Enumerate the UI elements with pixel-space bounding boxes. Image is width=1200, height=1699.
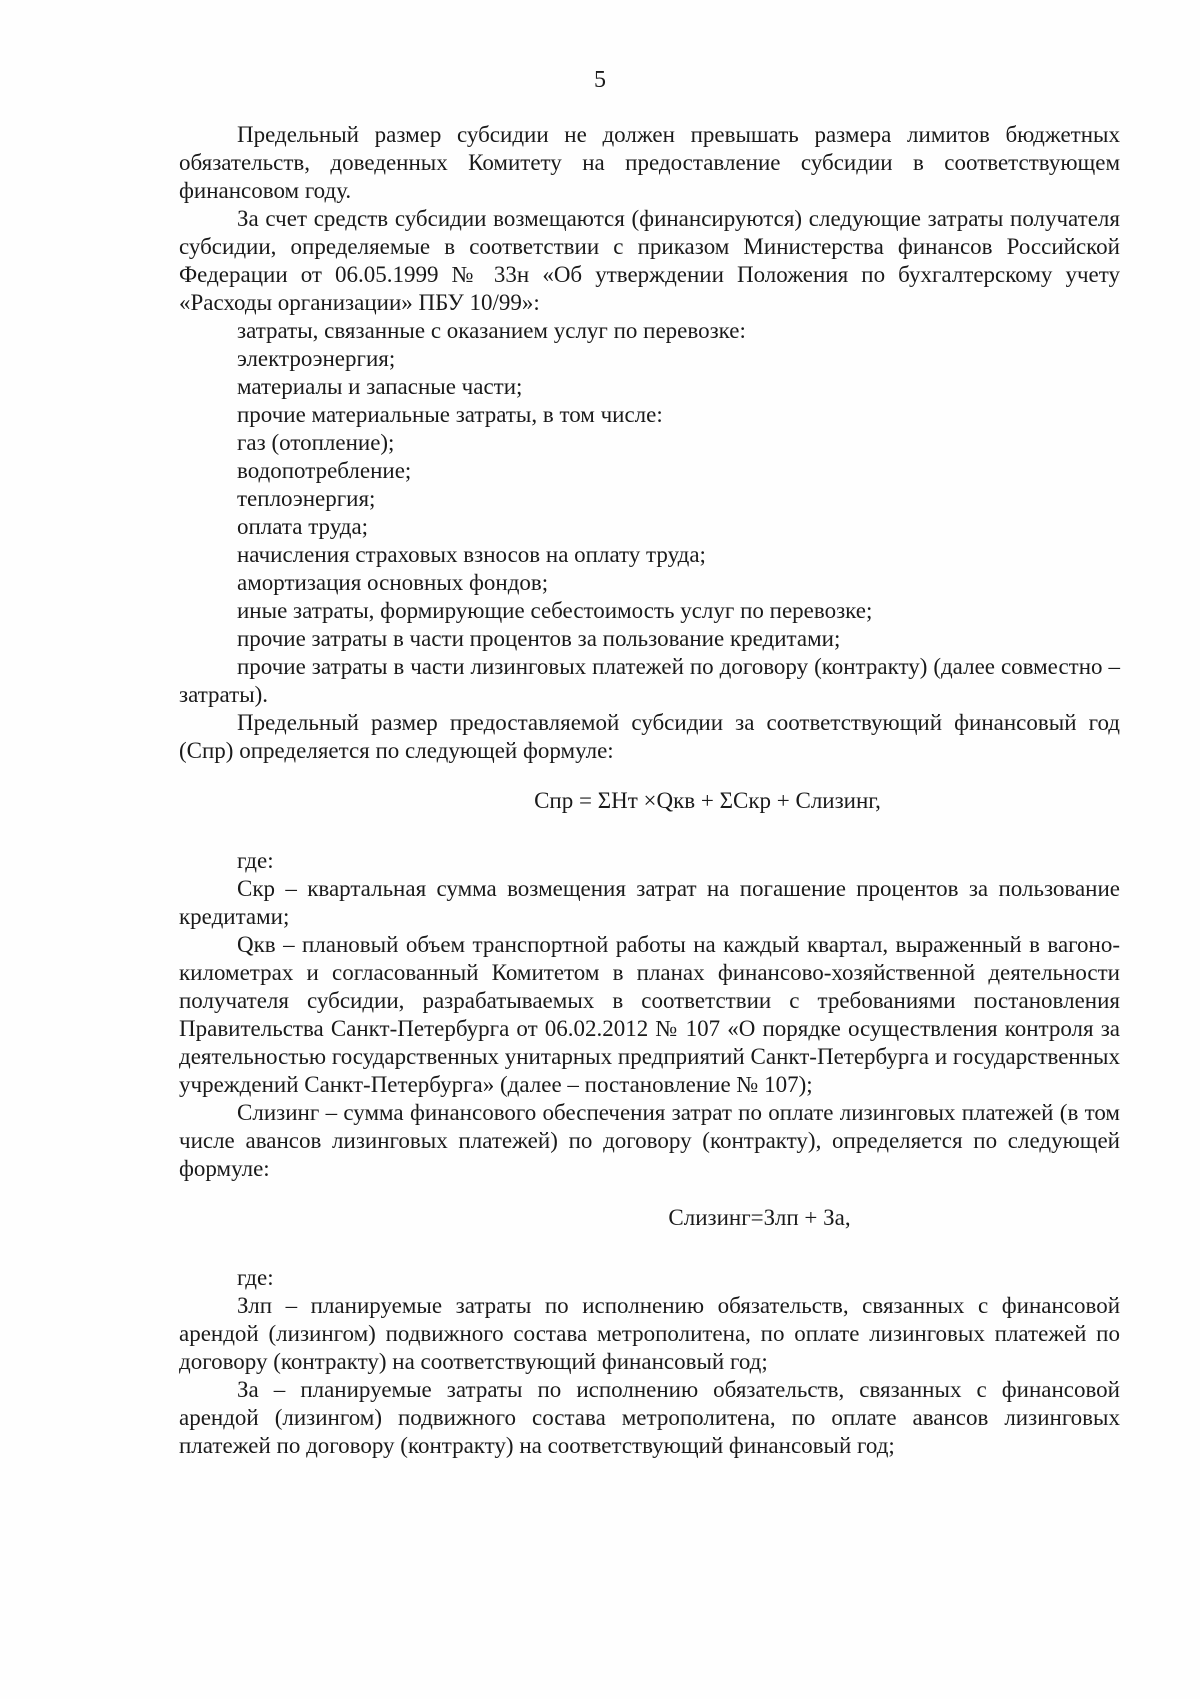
page-number: 5 — [594, 67, 606, 93]
where-label: где: — [237, 1265, 274, 1290]
cost-item: электроэнергия; — [237, 346, 396, 371]
paragraph-costs-intro: За счет средств субсидии возмещаются (финансируются) следующие затраты получателя субсидии, определяемые в соответствии с приказом Министерства финансов Российской Федерации от 06.05.1999 № 33н «Об утверждении Положения по бухгалтерскому учету «Расходы организации» ПБУ 10/99»: — [179, 206, 1120, 315]
cost-item: амортизация основных фондов; — [237, 570, 549, 595]
cost-item: прочие затраты в части процентов за пользование кредитами; — [237, 626, 841, 651]
document-body — [179, 121, 1120, 1460]
cost-item: прочие материальные затраты, в том числе: — [237, 402, 663, 427]
paragraph-formula-intro: Предельный размер предоставляемой субсидии за соответствующий финансовый год (Спр) определяется по следующей формуле: — [179, 710, 1120, 763]
cost-item: материалы и запасные части; — [237, 374, 523, 399]
where-label: где: — [237, 848, 274, 873]
cost-item: иные затраты, формирующие себестоимость услуг по перевозке; — [237, 598, 873, 623]
definition-skr: Скр – квартальная сумма возмещения затрат на погашение процентов за пользование кредитами; — [179, 876, 1120, 929]
cost-item: затраты, связанные с оказанием услуг по перевозке: — [237, 318, 746, 343]
cost-item: водопотребление; — [237, 458, 412, 483]
definition-za: За – планируемые затраты по исполнению обязательств, связанных с финансовой арендой (лизингом) подвижного состава метрополитена, по оплате авансов лизинговых платежей по договору (контракту) на соответствующий финансовый год; — [179, 1377, 1120, 1458]
formula-main: Спр = ΣНт ×Qкв + ΣСкр + Слизинг, — [534, 788, 881, 813]
formula-leasing: Слизинг=Злп + За, — [668, 1205, 851, 1230]
cost-item: оплата труда; — [237, 514, 369, 539]
definition-zlp: Злп – планируемые затраты по исполнению обязательств, связанных с финансовой арендой (лизингом) подвижного состава метрополитена, по оплате лизинговых платежей по договору (контракту) на соответствующий финансовый год; — [179, 1293, 1120, 1374]
cost-item: начисления страховых взносов на оплату труда; — [237, 542, 706, 567]
definition-qkv: Qкв – плановый объем транспортной работы на каждый квартал, выраженный в вагоно-километрах и согласованный Комитетом в планах финансово-хозяйственной деятельности получателя субсидии, разрабатываемых в соответствии с требованиями постановления Правительства Санкт-Петербурга от 06.02.2012 № 107 «О порядке осуществления контроля за деятельностью государственных унитарных предприятий Санкт-Петербурга и государственных учреждений Санкт-Петербурга» (далее – постановление № 107); — [179, 932, 1120, 1097]
paragraph-subsidy-limit: Предельный размер субсидии не должен превышать размера лимитов бюджетных обязательств, доведенных Комитету на предоставление субсидии в соответствующем финансовом году. — [179, 122, 1120, 203]
cost-item: теплоэнергия; — [237, 486, 376, 511]
cost-item: газ (отопление); — [237, 430, 395, 455]
cost-item-last: прочие затраты в части лизинговых платежей по договору (контракту) (далее совместно – затраты). — [179, 654, 1120, 707]
definition-sleasing: Слизинг – сумма финансового обеспечения затрат по оплате лизинговых платежей (в том числе авансов лизинговых платежей) по договору (контракту), определяется по следующей формуле: — [179, 1100, 1120, 1181]
